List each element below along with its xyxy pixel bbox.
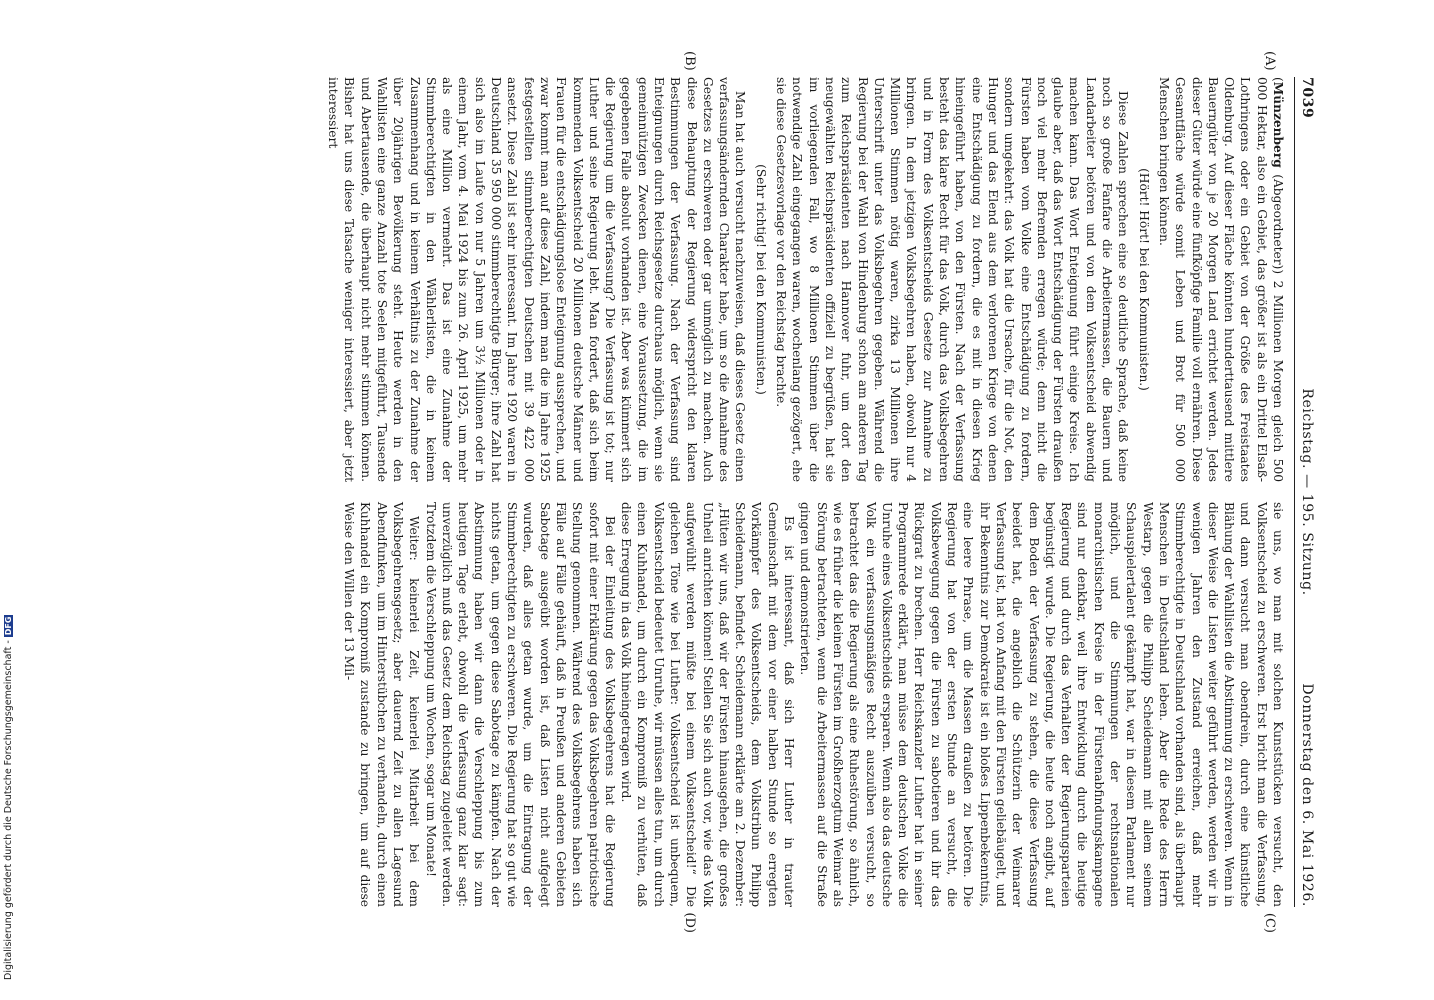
interjection-1: (Hört! Hört! bei den Kommunisten.) (1136, 168, 1151, 391)
text-columns (325, 77, 1286, 907)
dfg-logo: DFG (4, 616, 13, 636)
speaker-role: (Abgeordneter) (1271, 167, 1285, 270)
left-paragraph-1: (Münzenberg (Abgeordneter)) 2 Millionen Morgen gleich 500 000 Hektar, also ein Gebiet, das größer ist als ein Drittel Elsaß-Lothringens oder ein Gebiet von der Größe des Freistaates Oldenburg. Auf dieser Fläche könnten hunderttausend mittlere Bauerngüter von je 20 Morgen Land errichtet werden. Jedes dieser Güter würde eine fünfköpfige Familie voll ernähren. Diese Gesamtfläche würde somit Leben und Brot für 500 000 Menschen bringen können. (1156, 77, 1285, 482)
right-paragraph-2: Es ist interessant, daß sich Herr Luther in trauter Gemeinschaft mit dem vor einer halben Stunde so erregten Vorkämpfer des Volksentscheids, dem Volkstribun Philipp Scheidemann, befindet. Scheidemann erklärte am 2. Dezember: „Hüten wir uns, daß wir der Fürsten hinausgehen, die großes Unheil anrichten können! Stellen Sie sich auch vor, wie das Volk aufgewühlt werden müßte bei einem Volksentscheid!“ Die gleichen Töne wie bei Luther: Volksentscheid ist unbequem, Volksentscheid bedeutet Unruhe, wir müssen alles tun, um durch einen Kuhhandel, um durch ein Kompromiß zu verhüten, daß diese Erregung in das Volk hineingetragen wird. (619, 502, 797, 907)
rotated-document-page (97, 51, 1317, 933)
interjection-2: (Sehr richtig! bei den Kommunisten.) (753, 164, 768, 395)
right-paragraph-4: Weiter: keinerlei Zeit, keinerlei Mitarbeit bei dem Volksbegehrensgesetz; aber dauernd Zeit zu allen Lagesund Abendfunken, um im Hinterstübchen zu verhandeln, durch einen Kuhhandel ein Kompromiß zustande zu bringen, um auf diese Weise den Willen der 13 Mil- (342, 502, 422, 907)
page-number: 7039 (1299, 77, 1315, 119)
margin-marker-b: (B) (682, 51, 697, 71)
page-header (1294, 77, 1317, 907)
session-date: Donnerstag den 6. Mai 1926. (1299, 683, 1315, 907)
left-paragraph-2: Diese Zahlen sprechen eine so deutliche Sprache, daß keine noch so große Fanfare die Arbeitermassen, die Bauern und Landarbeiter betören und von dem Volksentscheid abwendig machen kann. Das Wort Enteignung führt einige Kreise. Ich glaube aber, daß das Wort Entschädigung der Fürsten draußen noch viel mehr Befremden erregen würde; denn nicht die Fürsten haben vom Volke eine Entschädigung zu fordern, sondern umgekehrt: das Volk hat die Ursache, für die Not, den Hunger und das Elend aus dem verlorenen Kriege von denen eine Entschädigung zu fordern, die es mit in diesen Krieg hineingeführt haben, von den Fürsten. Nach der Verfassung besteht das klare Recht für das Volk, durch das Volksbegehren und in Form des Volksentscheids Gesetze zur Annahme zu bringen. In dem jetzigen Volksbegehren haben, obwohl nur 4 Millionen Stimmen nötig waren, zirka 13 Millionen ihre Unterschrift unter das Volksbegehren gegeben. Während die Regierung bei der Wahl von Hindenburg schon am anderen Tag zum Reichspräsidenten nach Hannover fuhr, um dort den neugewählten Reichspräsidenten offiziell zu begrüßen, hat sie im vorliegenden Fall, wo 8 Millionen Stimmen über die notwendige Zahl eingegangen waren, wochenlang gezögert, ehe sie diese Gesetzesvorlage vor den Reichstag brachte. (774, 77, 1131, 482)
left-paragraph-3: Man hat auch versucht nachzuweisen, daß dieses Gesetz einen verfassungsändernden Charakter habe, um so die Annahme des Gesetzes zu erschweren oder gar unmöglich zu machen. Auch diese Behauptung der Regierung widerspricht den klaren Bestimmungen der Verfassung. Nach der Verfassung sind Enteignungen durch Reichsgesetze durchaus möglich, wenn sie gemeinnützigen Zwecken dienen, eine Voraussetzung, die im gegebenen Falle absolut vorhanden ist. Aber was kümmert sich die Regierung um die Verfassung? Die Verfassung ist tot; nur Luther und seine Regierung lebt. Man fordert, daß sich beim kommenden Volksentscheid 20 Millionen deutsche Männer und Frauen für die entschädigungslose Enteignung aussprechen, und zwar kommt man auf diese Zahl, indem man die im Jahre 1925 festgestellten stimmberechtigten Deutschen mit 39 422 000 ansetzt. Diese Zahl ist sehr interessant. Im Jahre 1920 waren in Deutschland 35 950 000 stimmberechtigte Bürger; ihre Zahl hat sich also im Laufe von nur 5 Jahren um 3½ Millionen oder in einem Jahr, vom 4. Mai 1924 bis zum 26. April 1925, um mehr als eine Million vermehrt. Das ist eine Zunahme der Stimmberechtigten in den Wählerlisten, die in keinem Zusammenhang und in keinem Verhältnis zu der Zunahme der über 20jährigen Bevölkerung steht. Heute werden in den Wahllisten eine ganze Anzahl tote Seelen mitgeführt, Tausende und Abertausende, die überhaupt nicht mehr stimmen können. Bisher hat uns diese Tatsache weniger interessiert, aber jetzt interessiert (326, 77, 748, 482)
speaker-name: Münzenberg (1271, 81, 1285, 168)
left-paragraph-1-text: 2 Millionen Morgen gleich 500 000 Hektar, also ein Gebiet, das größer ist als ein Drittel Elsaß-Lothringens oder ein Gebiet von der Größe des Freistaates Oldenburg. Auf dieser Fläche könnten hunderttausend mittlere Bauerngüter von je 20 Morgen Land errichtet werden. Jedes dieser Güter würde eine fünfköpfige Familie voll ernähren. Diese Gesamtfläche würde somit Leben und Brot für 500 000 Menschen bringen können. (1156, 77, 1285, 482)
digitization-credit (3, 580, 17, 980)
right-paragraph-3: Bei der Einleitung des Volksbegehrens hat die Regierung sofort mit einer Erklärung gegen das Volksbegehren patriotische Stellung genommen. Während des Volksbegehrens haben sich Fälle auf Fälle gehäuft, daß in Preußen und anderen Gebieten Sabotage ausgeübt worden ist, daß Listen nicht aufgelegt wurden, daß alles getan wurde, um die Eintragung der Stimmberechtigten zu erschweren. Die Regierung hat so gut wie nichts getan, um gegen diese Sabotage zu kämpfen. Nach der Abstimmung haben wir dann die Verschleppung bis zum heutigen Tage erlebt, obwohl die Verfassung ganz klar sagt: unverzüglich muß das Gesetz dem Reichstag zugeleitet werden. Trotzdem die Verschleppung um Wochen, sogar um Monate! (423, 502, 617, 907)
right-column (325, 502, 1286, 907)
margin-marker-a: (A) (1262, 51, 1277, 71)
left-column (325, 77, 1286, 482)
digitization-credit-text: Digitalisierung gefördert durch die Deutsche Forschungsgemeinschaft - (3, 640, 14, 980)
margin-marker-d: (D) (682, 912, 697, 933)
margin-marker-c: (C) (1262, 912, 1277, 933)
session-title: Reichstag. — 195. Sitzung. (1299, 388, 1315, 596)
right-paragraph-1: sie uns, wo man mit solchen Kunststücken versucht, den Volksentscheid zu erschweren. Erst bricht man die Verfassung, und dann versucht man obendrein, durch eine künstliche Blähung der Wahllisten die Abstimmung zu erschweren. Wenn in dieser Weise die Listen weiter geführt werden, werden wir in wenigen Jahren den Zustand erreichen, daß mehr Stimmberechtigte in Deutschland vorhanden sind, als überhaupt Menschen in Deutschland leben. Aber die Rede des Herrn Westarp, gegen die Philipp Scheidemann mit allem seinem Schauspielertalent gekämpft hat, war in diesem Parlament nur möglich, und die Stimmungen der rechtsnationalen monarchistischen Kreise in der Fürstenabfindungskampagne sind nur denkbar, weil ihre Entwicklung durch die heutige Regierung und durch das Verhalten der Regierungsparteien begünstigt wurde. Die Regierung, die heute noch angibt, auf dem Boden der Verfassung zu stehen, die diese Verfassung beeidet hat, die angeblich die Schützerin der Weimarer Verfassung ist, hat von Anfang mit den Fürsten geliebäugelt, und ihr Bekenntnis zur Demokratie ist ein bloßes Lippenbekenntnis, eine leere Phrase, um die Massen draußen zu betören. Die Regierung hat von der ersten Stunde an versucht, die Volksbewegung gegen die Fürsten zu sabotieren und ihr das Rückgrat zu brechen. Herr Reichskanzler Luther hat in seiner Programmrede erklärt, man müsse dem deutschen Volke die Unruhe eines Volksentscheids ersparen. Wenn also das deutsche Volk ein verfassungsmäßiges Recht auszuüben versucht, so betrachtet das die Regierung als eine Ruhestörung, so ähnlich, wie es früher die kleinen Fürsten im Großherzogtum Weimar als Störung betrachteten, wenn die Arbeitermassen auf die Straße gingen und demonstrierten. (798, 502, 1285, 907)
